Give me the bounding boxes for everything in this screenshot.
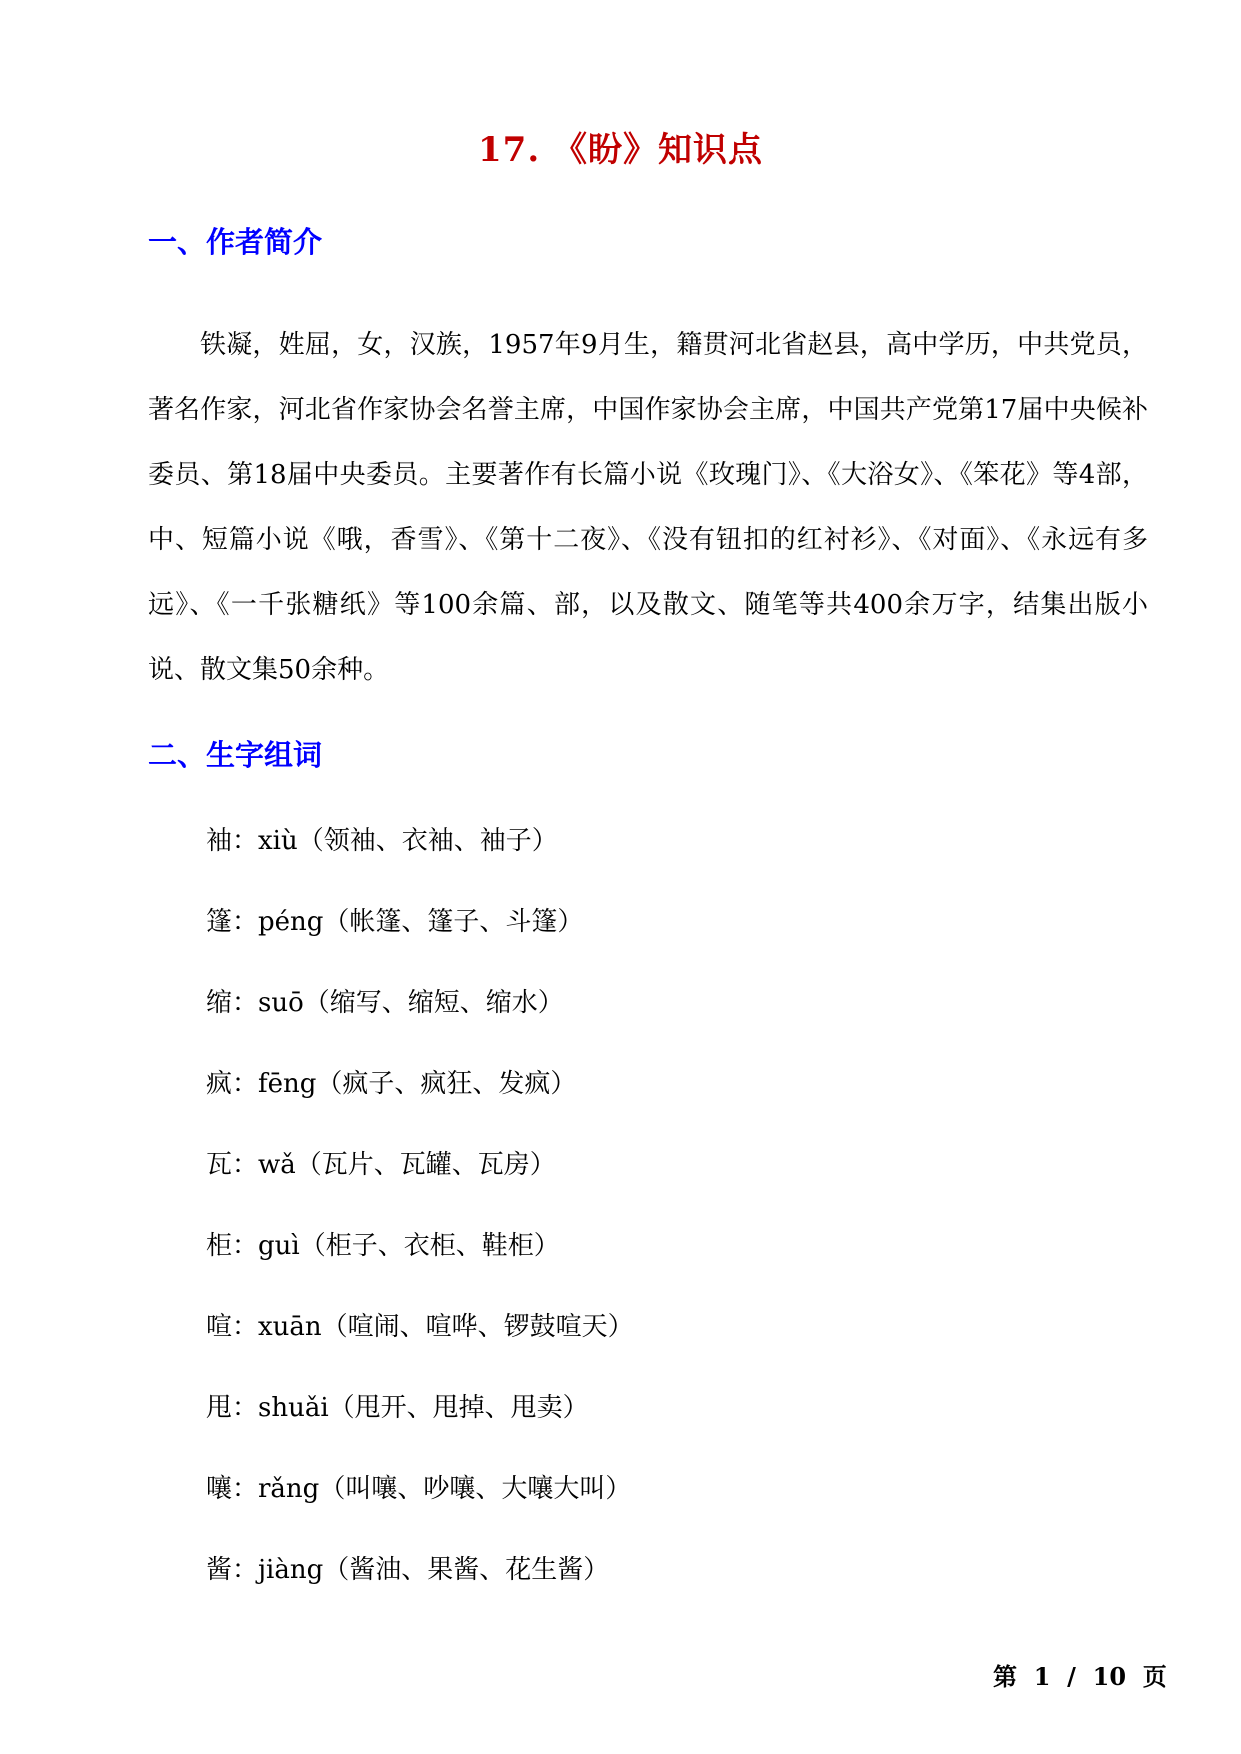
page-number xyxy=(993,1657,1167,1692)
author-intro-paragraph: 铁凝，姓屈，女，汉族，1957年9月生，籍贯河北省赵县，高中学历，中共党员，著名作家，河北省作家协会名誉主席，中国作家协会主席，中国共产党第17届中央候补委员、第18届中央委员。主要著作有长篇小说《玫瑰门》、《大浴女》、《笨花》等4部，中、短篇小说《哦，香雪》、《第十二夜》、《没有钮扣的红衬衫》、《对面》、《永远有多远》、《一千张糖纸》等100余篇、部，以及散文、随笔等共400余万字，结集出版小说、散文集50余种。 xyxy=(148,330,1148,685)
vocab-list xyxy=(206,823,634,1633)
vocab-item: 酱：jiàng（酱油、果酱、花生酱） xyxy=(206,1555,610,1585)
page-number-prefix: 第 xyxy=(993,1662,1017,1691)
vocab-item: 柜：guì（柜子、衣柜、鞋柜） xyxy=(206,1231,560,1261)
vocab-item: 甩：shuǎi（甩开、甩掉、甩卖） xyxy=(206,1393,589,1423)
page-title: 17. 《盼》知识点 xyxy=(478,130,763,170)
section-heading-vocab: 二、生字组词 xyxy=(148,738,323,772)
vocab-item: 篷：péng（帐篷、篷子、斗篷） xyxy=(206,907,584,937)
page-number-current: 1 xyxy=(1033,1662,1051,1691)
vocab-item: 缩：suō（缩写、缩短、缩水） xyxy=(206,988,564,1018)
vocab-item: 喧：xuān（喧闹、喧哗、锣鼓喧天） xyxy=(206,1312,634,1342)
page-number-separator: / xyxy=(1067,1662,1076,1691)
page-number-total: 10 xyxy=(1092,1662,1127,1691)
page-number-suffix: 页 xyxy=(1142,1662,1167,1691)
vocab-item: 疯：fēng（疯子、疯狂、发疯） xyxy=(206,1069,577,1099)
vocab-item: 嚷：rǎng（叫嚷、吵嚷、大嚷大叫） xyxy=(206,1474,632,1504)
section-heading-author: 一、作者简介 xyxy=(148,225,323,259)
vocab-item: 袖：xiù（领袖、衣袖、袖子） xyxy=(206,826,558,856)
vocab-item: 瓦：wǎ（瓦片、瓦罐、瓦房） xyxy=(206,1150,556,1180)
